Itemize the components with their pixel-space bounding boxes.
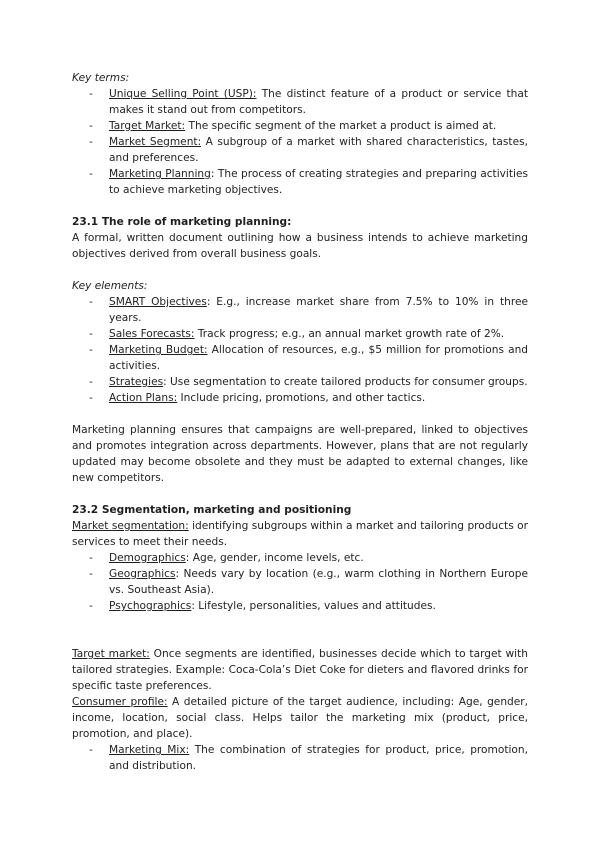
term-label: Demographics	[109, 552, 186, 564]
term-text: The distinct feature of a product or service that makes it stand out from competitors.	[109, 88, 528, 116]
document-page	[72, 70, 528, 774]
list-item	[72, 86, 528, 118]
term-label: SMART Objectives	[109, 296, 207, 308]
term-label: Marketing Mix:	[109, 744, 190, 756]
list-item	[72, 342, 528, 374]
term-label: Target market:	[72, 648, 150, 660]
list-item	[72, 598, 528, 614]
list-item	[72, 118, 528, 134]
list-item	[72, 294, 528, 326]
term-label: Geographics	[109, 568, 176, 580]
segmentation-list	[72, 550, 528, 614]
list-item	[72, 390, 528, 406]
term-text: : Age, gender, income levels, etc.	[185, 552, 364, 564]
term-label: Consumer profile:	[72, 696, 168, 708]
term-label: Market Segment:	[109, 136, 202, 148]
term-text: A detailed picture of the target audience, including: Age, gender, income, location, social class. Helps tailor the marketing mix (product, price, promotion, and place).	[72, 696, 529, 740]
term-text: Include pricing, promotions, and other tactics.	[177, 392, 426, 404]
consumer-profile-paragraph	[72, 694, 528, 742]
term-text: : The process of creating strategies and preparing activities to achieve marketing objectives.	[109, 168, 528, 196]
term-label: Psychographics	[109, 600, 192, 612]
list-item	[72, 326, 528, 342]
term-label: Marketing Planning	[109, 168, 211, 180]
term-label: Market segmentation:	[72, 520, 189, 532]
term-text: The specific segment of the market a product is aimed at.	[185, 120, 497, 132]
term-label: Strategies	[109, 376, 164, 388]
term-label: Marketing Budget:	[109, 344, 208, 356]
marketing-mix-list	[72, 742, 528, 774]
list-item	[72, 374, 528, 390]
term-label: Sales Forecasts:	[109, 328, 195, 340]
key-terms-list	[72, 86, 528, 198]
term-text: : Lifestyle, personalities, values and attitudes.	[191, 600, 436, 612]
key-terms-heading: Key terms:	[72, 72, 130, 84]
section-23-1-heading: 23.1 The role of marketing planning:	[72, 216, 292, 228]
list-item	[72, 550, 528, 566]
term-label: Unique Selling Point (USP):	[109, 88, 257, 100]
list-item	[72, 134, 528, 166]
market-segmentation-paragraph	[72, 518, 528, 550]
section-23-2-heading: 23.2 Segmentation, marketing and positioning	[72, 504, 352, 516]
key-elements-heading: Key elements:	[72, 280, 148, 292]
term-text: : Needs vary by location (e.g., warm clothing in Northern Europe vs. Southeast Asia).	[109, 568, 528, 596]
list-item	[72, 742, 528, 774]
term-text: : E.g., increase market share from 7.5% to 10% in three years.	[109, 296, 528, 324]
list-item	[72, 566, 528, 598]
term-text: Track progress; e.g., an annual market growth rate of 2%.	[194, 328, 505, 340]
key-elements-list	[72, 294, 528, 406]
term-text: : Use segmentation to create tailored products for consumer groups.	[163, 376, 528, 388]
term-text: Once segments are identified, businesses decide which to target with tailored strategies. Example: Coca-Cola’s Diet Coke for dieters and flavored drinks for specific taste preferences.	[72, 648, 528, 692]
term-label: Action Plans:	[109, 392, 178, 404]
term-text: The combination of strategies for product, price, promotion, and distribution.	[109, 744, 528, 772]
term-text: identifying subgroups within a market and tailoring products or services to meet their needs.	[72, 520, 528, 548]
term-text: A subgroup of a market with shared characteristics, tastes, and preferences.	[109, 136, 528, 164]
list-item	[72, 166, 528, 198]
term-label: Target Market:	[109, 120, 186, 132]
term-text: Allocation of resources, e.g., $5 million for promotions and activities.	[109, 344, 529, 372]
section-23-1-intro: A formal, written document outlining how a business intends to achieve marketing objectives derived from overall business goals.	[72, 232, 528, 260]
section-23-1-closing: Marketing planning ensures that campaigns are well-prepared, linked to objectives and promotes integration across departments. However, plans that are not regularly updated may become obsolete and they must be adapted to external changes, like new competitors.	[72, 424, 528, 484]
target-market-paragraph	[72, 646, 528, 694]
